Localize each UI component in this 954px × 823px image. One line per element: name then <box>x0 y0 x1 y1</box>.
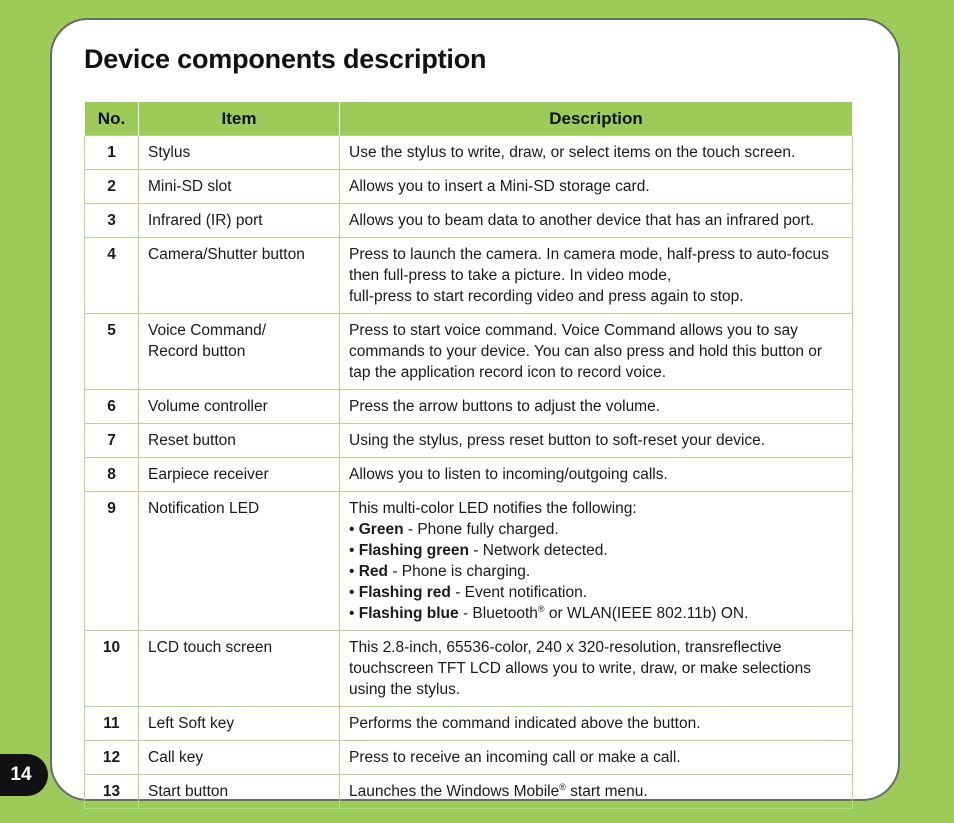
item-line: Start button <box>148 783 229 800</box>
description-line: Press to start voice command. Voice Command allows you to say <box>349 322 798 339</box>
header-description: Description <box>340 102 853 136</box>
description-line: Allows you to listen to incoming/outgoing calls. <box>349 466 668 483</box>
bullet-item <box>349 582 843 603</box>
cell-description <box>340 390 853 424</box>
item-line: LCD touch screen <box>148 639 273 656</box>
cell-number: 3 <box>85 204 139 238</box>
bullet-dot-icon: • <box>349 605 359 622</box>
table-row <box>85 424 853 458</box>
bullet-term: Flashing green <box>358 542 469 559</box>
cell-item <box>139 204 340 238</box>
item-line: Voice Command/ <box>148 322 267 339</box>
bullet-item <box>349 540 843 561</box>
cell-item <box>139 238 340 314</box>
cell-item <box>139 458 340 492</box>
bullet-term: Red <box>358 563 389 580</box>
description-line: Performs the command indicated above the button. <box>349 715 701 732</box>
header-item: Item <box>139 102 340 136</box>
item-line: Stylus <box>148 144 191 161</box>
cell-item <box>139 631 340 707</box>
table-body <box>85 136 853 809</box>
cell-number: 7 <box>85 424 139 458</box>
table-row <box>85 390 853 424</box>
bullet-item <box>349 519 843 540</box>
bullet-text: - Phone fully charged. <box>403 521 559 538</box>
description-line: then full-press to take a picture. In video mode, <box>349 267 672 284</box>
cell-number: 13 <box>85 775 139 809</box>
description-line: This 2.8-inch, 65536-color, 240 x 320-resolution, transreflective <box>349 639 782 656</box>
table-row <box>85 136 853 170</box>
cell-item <box>139 492 340 631</box>
description-line: Using the stylus, press reset button to soft-reset your device. <box>349 432 766 449</box>
cell-description <box>340 314 853 390</box>
cell-number: 9 <box>85 492 139 631</box>
cell-description <box>340 170 853 204</box>
bullet-term: Green <box>358 521 404 538</box>
description-line: tap the application record icon to record voice. <box>349 364 667 381</box>
description-line: full-press to start recording video and press again to stop. <box>349 288 744 305</box>
description-line: commands to your device. You can also press and hold this button or <box>349 343 823 360</box>
table-row <box>85 238 853 314</box>
bullet-term: Flashing blue <box>358 605 459 622</box>
cell-description <box>340 238 853 314</box>
cell-number: 5 <box>85 314 139 390</box>
cell-description <box>340 775 853 809</box>
table-header-row <box>85 102 853 136</box>
table-row <box>85 707 853 741</box>
header-no: No. <box>85 102 139 136</box>
cell-number: 4 <box>85 238 139 314</box>
registered-mark: ® <box>559 782 566 792</box>
page-title: Device components description <box>84 44 487 74</box>
bullet-tail: or WLAN(IEEE 802.11b) ON. <box>544 605 749 622</box>
item-line: Volume controller <box>148 398 268 415</box>
description-line: Allows you to insert a Mini-SD storage card. <box>349 178 650 195</box>
registered-mark: ® <box>537 604 545 614</box>
item-line: Earpiece receiver <box>148 466 269 483</box>
item-line: Mini-SD slot <box>148 178 232 195</box>
bullet-text: - Phone is charging. <box>388 563 531 580</box>
description-line: Press to launch the camera. In camera mode, half-press to auto-focus <box>349 246 829 263</box>
bullet-dot-icon: • <box>349 563 359 580</box>
bullet-dot-icon: • <box>349 542 359 559</box>
description-line: This multi-color LED notifies the following: <box>349 500 637 517</box>
table-row <box>85 204 853 238</box>
cell-number: 12 <box>85 741 139 775</box>
description-line: Allows you to beam data to another device that has an infrared port. <box>349 212 815 229</box>
description-tail: start menu. <box>565 783 648 800</box>
description-line <box>349 781 843 802</box>
cell-item <box>139 707 340 741</box>
cell-item <box>139 170 340 204</box>
table-row <box>85 314 853 390</box>
cell-description <box>340 458 853 492</box>
cell-number: 1 <box>85 136 139 170</box>
description-line: using the stylus. <box>349 681 461 698</box>
cell-description <box>340 136 853 170</box>
cell-item <box>139 775 340 809</box>
item-line: Left Soft key <box>148 715 235 732</box>
cell-number: 6 <box>85 390 139 424</box>
table-row <box>85 631 853 707</box>
bullet-dot-icon: • <box>349 584 359 601</box>
description-text: Launches the Windows Mobile <box>349 783 560 800</box>
cell-description <box>340 492 853 631</box>
cell-description <box>340 424 853 458</box>
cell-number: 8 <box>85 458 139 492</box>
cell-description <box>340 204 853 238</box>
cell-item <box>139 741 340 775</box>
table-row <box>85 741 853 775</box>
bullet-item <box>349 603 843 624</box>
table-row <box>85 775 853 809</box>
cell-description <box>340 631 853 707</box>
bullet-text: - Network detected. <box>468 542 608 559</box>
item-line: Notification LED <box>148 500 260 517</box>
bullet-item <box>349 561 843 582</box>
item-line: Record button <box>148 343 246 360</box>
description-line: Use the stylus to write, draw, or select items on the touch screen. <box>349 144 796 161</box>
page-number: 14 <box>10 764 32 785</box>
bullet-dot-icon: • <box>349 521 359 538</box>
cell-item <box>139 424 340 458</box>
cell-description <box>340 707 853 741</box>
page-number-tab <box>0 754 48 796</box>
components-table <box>84 102 853 809</box>
item-line: Call key <box>148 749 204 766</box>
cell-item <box>139 314 340 390</box>
cell-item <box>139 136 340 170</box>
cell-number: 2 <box>85 170 139 204</box>
table-row <box>85 170 853 204</box>
description-line: Press to receive an incoming call or make a call. <box>349 749 681 766</box>
cell-number: 11 <box>85 707 139 741</box>
description-line: touchscreen TFT LCD allows you to write, draw, or make selections <box>349 660 812 677</box>
item-line: Camera/Shutter button <box>148 246 305 263</box>
table-row <box>85 492 853 631</box>
bullet-text: - Bluetooth <box>458 605 538 622</box>
item-line: Infrared (IR) port <box>148 212 263 229</box>
cell-number: 10 <box>85 631 139 707</box>
cell-description <box>340 741 853 775</box>
bullet-term: Flashing red <box>358 584 451 601</box>
cell-item <box>139 390 340 424</box>
item-line: Reset button <box>148 432 236 449</box>
bullet-text: - Event notification. <box>450 584 588 601</box>
table-row <box>85 458 853 492</box>
description-line: Press the arrow buttons to adjust the volume. <box>349 398 661 415</box>
